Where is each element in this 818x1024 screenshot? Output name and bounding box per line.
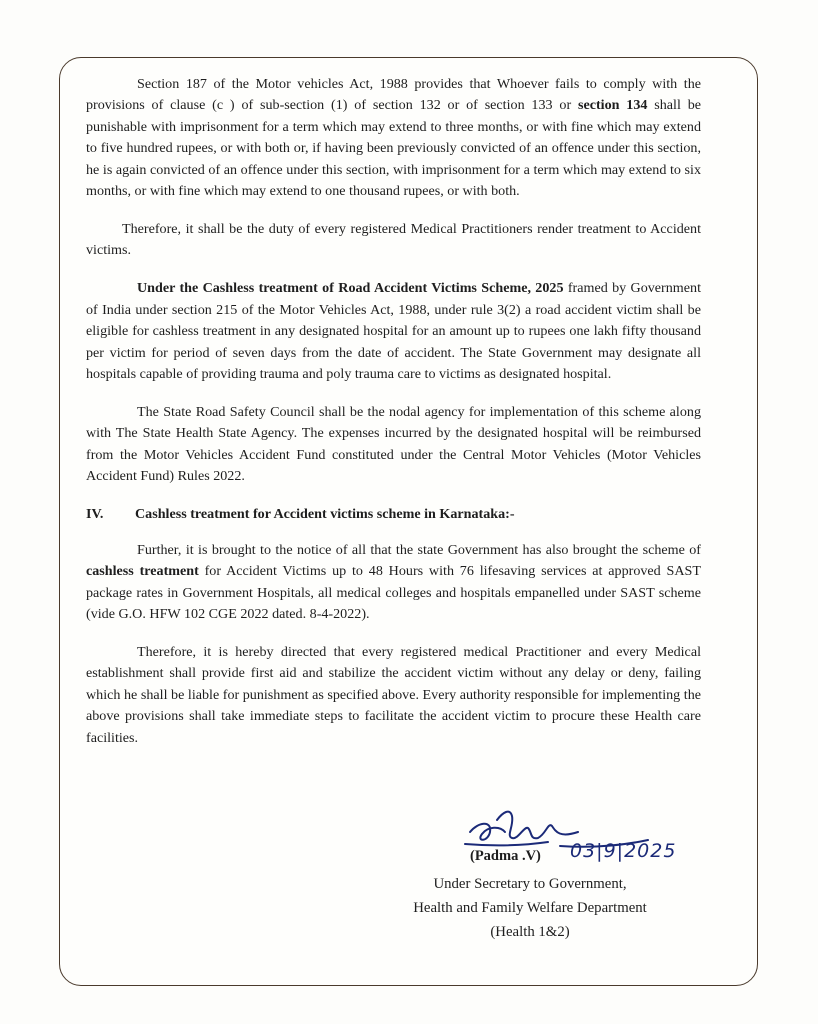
text-span: for Accident Victims up to 48 Hours with 76 lifesaving services at approved SAST package rates in Government Hospitals, all medical colleges and hospitals empanelled under SAST scheme (vide G.O. HFW 102 CGE 2022 dated. 8-4-2022). — [86, 563, 701, 622]
section-title: Cashless treatment for Accident victims scheme in Karnataka:- — [135, 506, 515, 523]
bold-text: section 134 — [577, 97, 648, 114]
text-span: Section 187 of the Motor vehicles Act, 1988 provides that Whoever fails to comply with the provisions of clause (c ) of sub-section (1) of section 132 or of section 133 or — [86, 76, 701, 114]
paragraph-duty — [86, 219, 701, 262]
text-span: shall be punishable with imprisonment for a term which may extend to three months, or with fine which may extend to five hundred rupees, or with both or, if having been previously convicted of an offence under this section, he is again convicted of an offence under this section, with imprisonment for a term which may extend to six months, or with fine which may extend to one thousand rupees, or with both. — [86, 97, 702, 200]
text-span: Therefore, it is hereby directed that every registered medical Practitioner and every Medical establishment shall provide first aid and stabilize the accident victim without any delay or deny, failing which he shall be liable for punishment as specified above. Every authority responsible for implementing the above provisions shall take immediate steps to facilitate the accident victim to procure these Health care facilities. — [86, 643, 701, 746]
paragraph-karnataka-scheme — [86, 540, 701, 626]
paragraph-directive — [86, 642, 701, 749]
designation-line: Under Secretary to Government, — [433, 876, 627, 892]
text-span: The State Road Safety Council shall be the nodal agency for implementation of this scheme along with The State Health State Agency. The expenses incurred by the designated hospital will be reimbursed from the Motor Vehicles Accident Fund constituted under the Central Motor Vehicles (Motor Vehicles Accident Fund) Rules 2022. — [86, 404, 701, 485]
text-span: Therefore, it shall be the duty of every registered Medical Practitioners render treatment to Accident victims. — [86, 221, 701, 259]
handwritten-date: 03|9|2025 — [570, 840, 677, 862]
bold-text: Under the Cashless treatment of Road Accident Victims Scheme, 2025 — [137, 280, 564, 297]
section-heading — [86, 504, 701, 525]
document-body — [86, 74, 701, 766]
signatory-name: (Padma .V) — [470, 848, 541, 864]
text-span: Further, it is brought to the notice of all that the state Government has also brought the scheme of — [137, 541, 701, 558]
text-span: framed by Government of India under section 215 of the Motor Vehicles Act, 1988, under rule 3(2) a road accident victim shall be eligible for cashless treatment in any designated hospital for an amount up to rupees one lakh fifty thousand per victim for period of seven days from the date of accident. The State Government may designate all hospitals capable of providing trauma and poly trauma care to victims as designated hospital. — [86, 280, 701, 383]
paragraph-section-187 — [86, 74, 701, 202]
paragraph-road-safety-council — [86, 402, 701, 488]
paragraph-cashless-scheme — [86, 278, 701, 385]
section-number: IV. — [86, 506, 104, 523]
bold-text: cashless treatment — [86, 563, 199, 580]
department-line: Health and Family Welfare Department — [413, 900, 647, 916]
section-line: (Health 1&2) — [490, 924, 570, 940]
